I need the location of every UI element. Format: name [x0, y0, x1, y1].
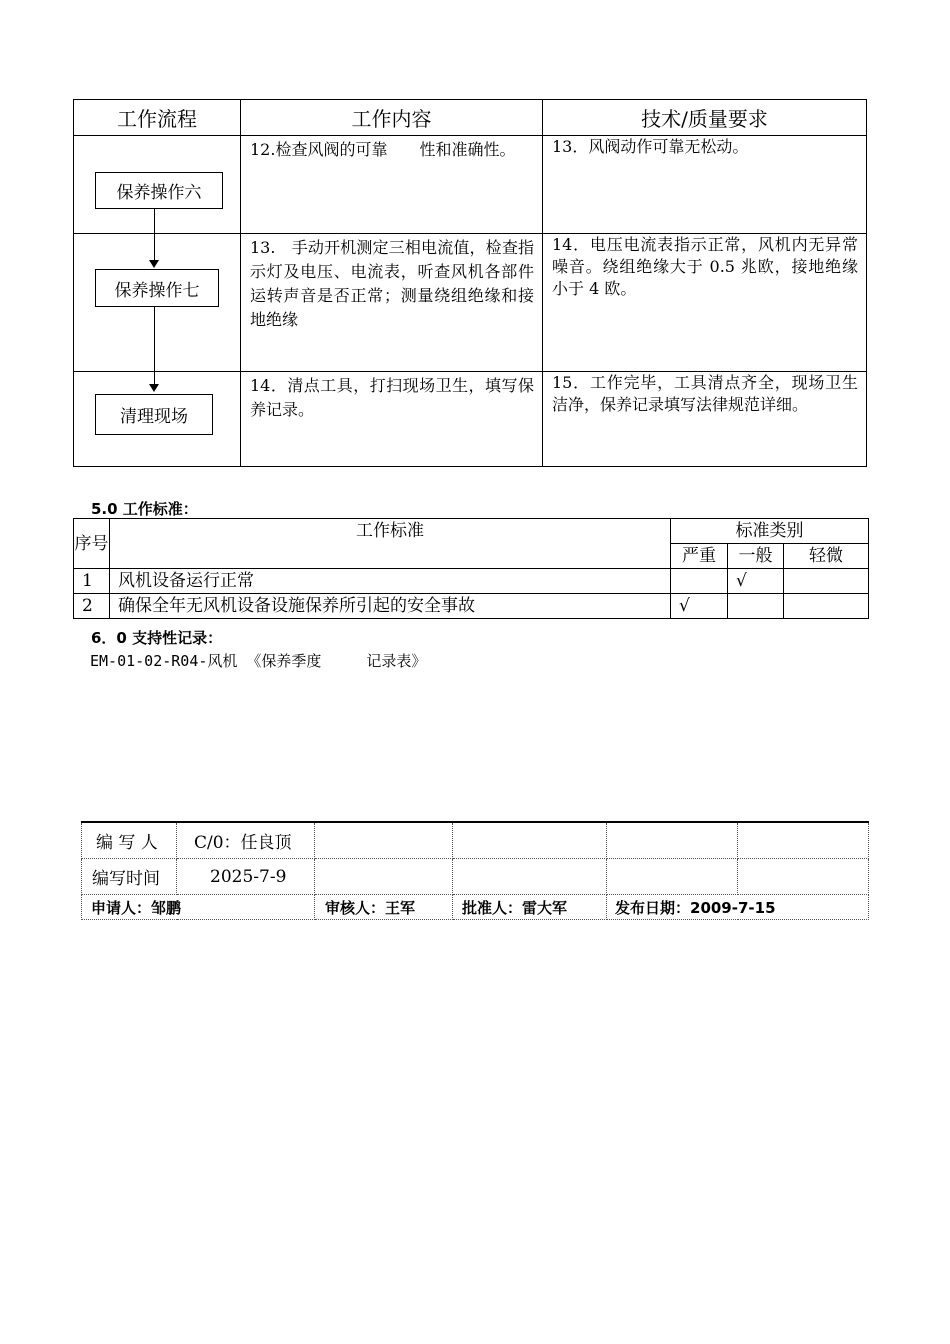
header-serious: 严重: [671, 544, 728, 569]
header-minor: 轻微: [784, 544, 869, 569]
approver: 批准人：雷大军: [453, 895, 607, 920]
content-text: 12.检查风阀的可靠 性和准确性。: [250, 140, 516, 159]
flow-connector: [154, 209, 155, 235]
process-row: [74, 234, 867, 372]
requirement-cell: [543, 372, 867, 467]
record-entry: EM-01-02-R04-风机 《保养季度 记录表》: [90, 652, 427, 670]
flow-arrow-icon: [149, 260, 159, 268]
flow-step-box: [95, 269, 219, 307]
requirement-text: 14．电压电流表指示正常，风机内无异常噪音。绕组绝缘大于 0.5 兆欧，接地绝缘小于 4 欧。: [552, 235, 858, 298]
flow-connector: [154, 234, 155, 260]
flow-arrow-icon: [149, 384, 159, 392]
blank-cell: [607, 822, 738, 859]
requirement-cell: [543, 136, 867, 234]
applicant: 申请人：邹鹏: [82, 895, 315, 920]
time-value: 2025-7-9: [177, 859, 315, 895]
flow-step-label: 保养操作六: [116, 183, 202, 203]
row-serious-mark: [671, 569, 728, 594]
row-general-mark: [728, 594, 784, 619]
flow-cell: [74, 136, 241, 234]
writer-value: C/0：任良顶: [177, 822, 315, 859]
content-cell: [241, 234, 543, 372]
content-text: 13. 手动开机测定三相电流值，检查指示灯及电压、电流表，听查风机各部件运转声音是否正常；测量绕组绝缘和接地绝缘: [250, 238, 534, 329]
blank-cell: [738, 859, 869, 895]
flow-cell: [74, 234, 241, 372]
row-standard: 确保全年无风机设备设施保养所引起的安全事故: [110, 594, 671, 619]
content-cell: [241, 136, 543, 234]
flow-step-box: [95, 172, 223, 209]
header-requirement: 技术/质量要求: [543, 100, 867, 136]
reviewer: 审核人：王军: [315, 895, 453, 920]
release-date: 发布日期：2009-7-15: [607, 895, 869, 920]
row-number: 2: [74, 594, 110, 619]
flow-connector: [154, 372, 155, 384]
row-general-mark: √: [728, 569, 784, 594]
flow-step-label: 保养操作七: [114, 280, 200, 301]
time-label: 编写时间: [82, 859, 177, 895]
process-table: [73, 99, 867, 467]
standards-header-row: [74, 519, 869, 544]
blank-cell: [453, 822, 607, 859]
requirement-cell: [543, 234, 867, 372]
blank-cell: [315, 822, 453, 859]
header-seq: 序号: [74, 519, 110, 569]
header-standard: 工作标准: [110, 519, 671, 569]
process-row: [74, 372, 867, 467]
standards-title: 5.0 工作标准：: [91, 500, 198, 518]
content-cell: [241, 372, 543, 467]
requirement-text: 15．工作完毕，工具清点齐全，现场卫生洁净，保养记录填写法律规范详细。: [552, 373, 858, 414]
flow-cell: [74, 372, 241, 467]
records-title: 6．0 支持性记录：: [91, 629, 223, 647]
row-standard: 风机设备运行正常: [110, 569, 671, 594]
process-row: [74, 136, 867, 234]
process-header-row: [74, 100, 867, 136]
header-flow: 工作流程: [74, 100, 241, 136]
standards-table: [73, 518, 869, 619]
flow-connector: [154, 307, 155, 373]
blank-cell: [738, 822, 869, 859]
header-category: 标准类别: [671, 519, 869, 544]
standards-row: [74, 594, 869, 619]
signoff-table: [81, 821, 869, 920]
flow-step-label: 清理现场: [120, 407, 188, 427]
signoff-time-row: [82, 859, 869, 895]
header-general: 一般: [728, 544, 784, 569]
row-minor-mark: [784, 594, 869, 619]
signoff-writer-row: [82, 822, 869, 859]
writer-label: 编 写 人: [82, 822, 177, 859]
content-text: 14．清点工具，打扫现场卫生，填写保养记录。: [250, 376, 534, 419]
header-content: 工作内容: [241, 100, 543, 136]
blank-cell: [607, 859, 738, 895]
blank-cell: [453, 859, 607, 895]
row-serious-mark: √: [671, 594, 728, 619]
flow-step-box: [95, 394, 213, 435]
row-minor-mark: [784, 569, 869, 594]
requirement-text: 13．风阀动作可靠无松动。: [552, 137, 749, 156]
row-number: 1: [74, 569, 110, 594]
blank-cell: [315, 859, 453, 895]
signoff-approval-row: [82, 895, 869, 920]
standards-row: [74, 569, 869, 594]
